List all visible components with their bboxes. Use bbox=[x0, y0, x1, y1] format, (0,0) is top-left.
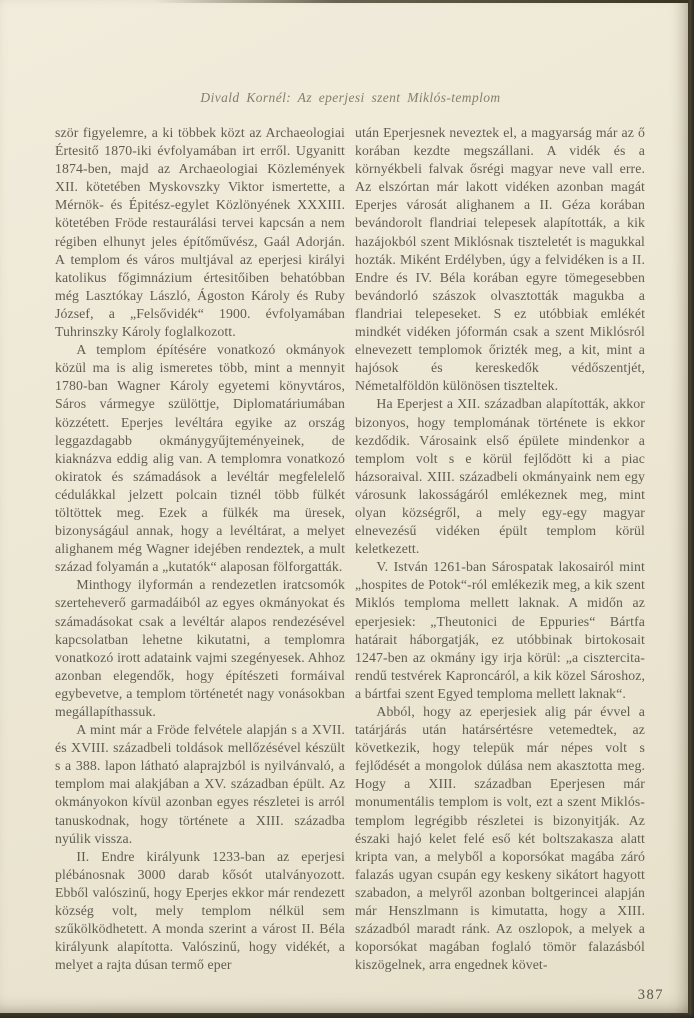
column-right bbox=[355, 124, 645, 974]
page-edge-right bbox=[688, 0, 694, 1018]
paragraph: V. István 1261-ban Sárospatak lakosairól mint „hospites de Potok“-ról emlékezik meg, a kik szent Miklós temploma mellett laknak. A midőn az eperjesiek: „Theutonici de Eppuries“ Bártfa határait háborgatják, ez utóbbinak birtokosait 1247-ben az okmány igy irja körül: „a cisztercita-rendű testvérek Kaproncáról, a kik közel Sároshoz, a bártfai szent Egyed temploma mellett laknak“. bbox=[355, 559, 645, 701]
running-header: Divald Kornél: Az eperjesi szent Miklós-templom bbox=[200, 90, 501, 105]
text-columns bbox=[55, 124, 645, 974]
column-left bbox=[55, 124, 345, 974]
paragraph: után Eperjesnek neveztek el, a magyarság már az ő korában kezdte megszállani. A vidék és a környékbeli falvak ősrégi magyar neve vall erre. Az elszórtan már lakott vidéken azonban magát Eperjes városát alighanem a II. Géza korában bevándorolt flandriai telepesek alapították, a kik hazájokból szent Miklósnak tiszteletét is magukkal hozták. Miként Erdélyben, úgy a felvidéken is a II. Endre és IV. Béla korában egyre tömegesebben bevándorló szászok olvasztották magukba a flandriai telepeseket. S ez utóbbiak emlékét mindkét vidéken jóformán csak a szent Miklósról elnevezett templomok őrizték meg, a kit, mint a hajósok és kereskedők védőszentjét, Németalföldön különösen tiszteltek. bbox=[355, 125, 645, 394]
paragraph: Minthogy ilyformán a rendezetlen iratcsomók szerteheverő garmadáiból az egyes okmányokat és számadásokat csak a levéltár alapos rendezésével kapcsolatban lehetne kikutatni, a templomra vonatkozó irott adataink vajmi szegényesek. Ahhoz azonban elegendők, hogy építészeti formáival egybevetve, a templom történetét nagy vonásokban megállapíthassuk. bbox=[55, 577, 345, 719]
paragraph: ször figyelemre, a ki többek közt az Archaeologiai Értesitő 1870-iki évfolyamában irt erről. Ugyanitt 1874-ben, majd az Archaeologiai Közlemények XII. kötetében Myskovszky Viktor ismertette, a Mérnök- és Épitész-egylet Közlönyének XXXIII. kötetében Fröde restaurálási tervei kapcsán a nem régiben elhunyt jeles építőművész, Gaál Adorján. A templom és város multjával az eperjesi királyi katolikus főgimnázium értesitőiben behatóbban még Lasztókay László, Ágoston Károly és Ruby József, a „Felsővidék“ 1900. évfolyamában Tuhrinszky Károly foglalkozott. bbox=[55, 125, 345, 340]
paragraph: II. Endre királyunk 1233-ban az eperjesi plébánosnak 3000 darab kősót utalványozott. Ebből valószinű, hogy Eperjes ekkor már rendezett község volt, mely templom nélkül sem szűkölködhetett. A monda szerint a várost II. Béla királyunk alapította. Valószinű, hogy vidékét, a melyet a rajta dúsan termő eper bbox=[55, 848, 345, 973]
paragraph: A templom építésére vonatkozó okmányok közül ma is alig ismeretes több, mint a mennyit 1780-ban Wagner Károly egyetemi könyvtáros, Sáros vármegye szülöttje, Diplomatáriumában közzétett. Eperjes levéltára egyike az ország leggazdagabb okmánygyűjteményeinek, de kiaknázva eddig alig van. A templomra vonatkozó okiratok és számadások a levéltár megfelelelő cédulákkal jelzett polcain tiznél több fülkét töltöttek meg. Ezek a fülkék ma üresek, bizonyságául annak, hogy a levéltárat, a melyet alighanem még Wagner idejében rendeztek, a mult század folyamán a „kutatók“ alaposan fölforgatták. bbox=[55, 342, 345, 575]
paragraph: Abból, hogy az eperjesiek alig pár évvel a tatárjárás után határsértésre vetemedtek, az következik, hogy telepük már népes volt s fejlődését a mongolok dúlása nem akasztotta meg. Hogy a XIII. században Eperjesen már monumentális templom is volt, ezt a szent Miklós-templom legrégibb részletei is bizonyitják. Az északi hajó kelet felé eső két boltszakasza alatt kripta van, a melyből a koporsókat magába záró falazás ugyan csupán egy keskeny sikátort hagyott szabadon, a melyről azonban boltgerincei alapján már Henszlmann is kimutatta, hogy a XIII. századból maradt ránk. Az oszlopok, a melyek a koporsókat magában foglaló tömör falazásból kiszögelnek, arra engednek követ- bbox=[355, 704, 645, 973]
paragraph: Ha Eperjest a XII. században alapították, akkor bizonyos, hogy templomának története is ekkor kezdődik. Városaink első épülete mindenkor a templom volt s e körül fejlődött ki a piac házsoraival. XIII. századbeli okmányaink nem egy városunk lakosságáról emlékeznek meg, mint olyan községről, a mely egy-egy magyar elnevezésű vidéken épült templom körül keletkezett. bbox=[355, 396, 645, 557]
page-edge-bottom bbox=[0, 1013, 694, 1018]
paragraph: A mint már a Fröde felvétele alapján s a XVII. és XVIII. századbeli toldások mellőzésével készült s a 388. lapon látható alaprajzból is nyilvánvaló, a templom mai alakjában a XV. században épült. Az okmányokon kívül azonban egyes részletei is arról tanuskodnak, hogy története a XIII. századba nyúlik vissza. bbox=[55, 722, 345, 846]
page-number: 387 bbox=[637, 987, 664, 1003]
